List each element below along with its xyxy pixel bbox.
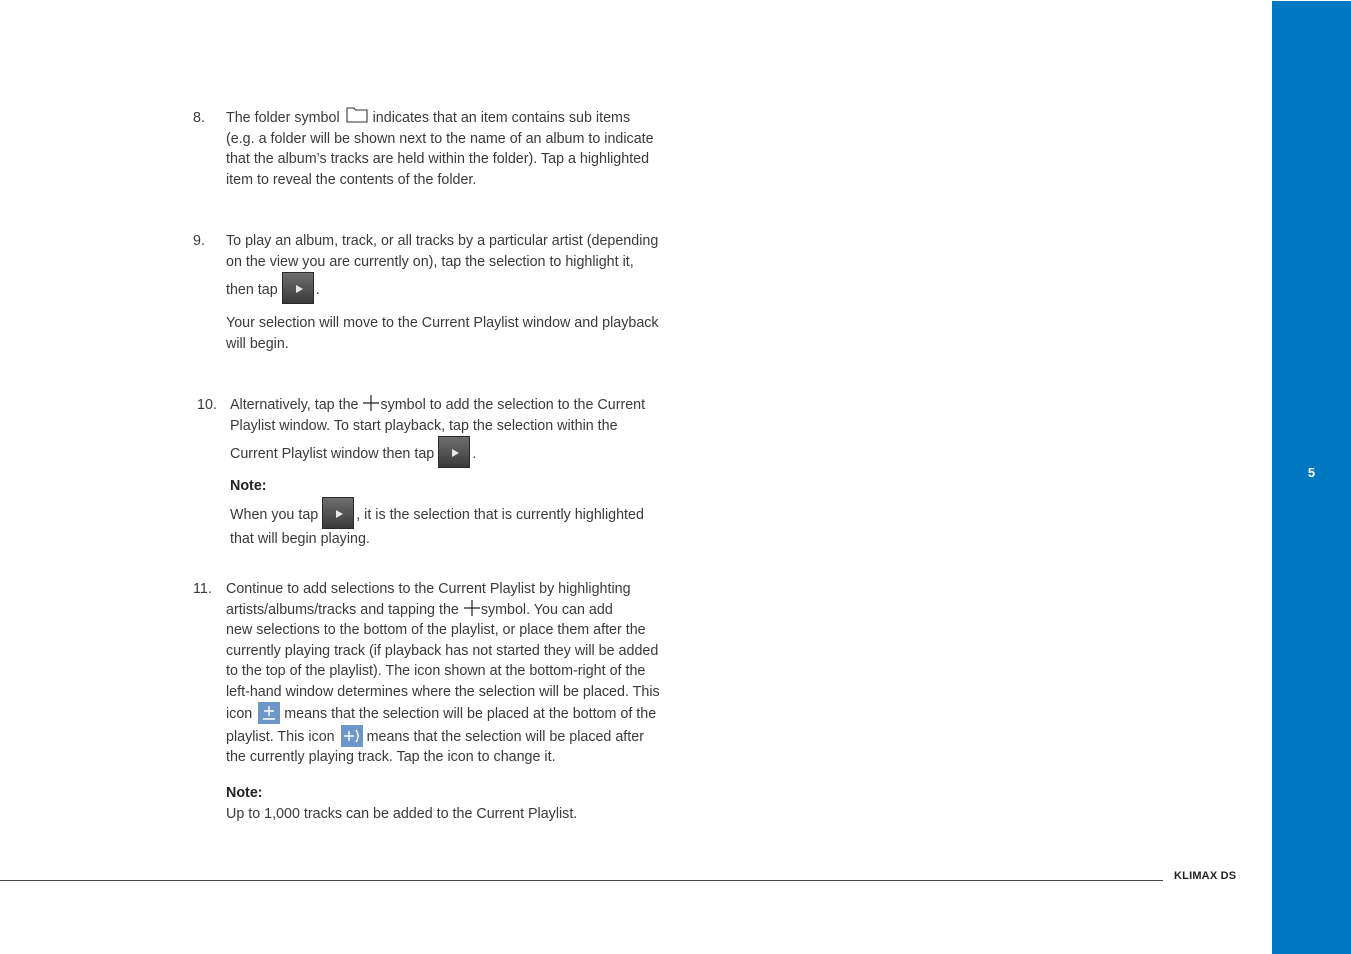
play-button-icon (282, 272, 314, 304)
page-number: 5 (1307, 465, 1316, 480)
add-to-bottom-icon (258, 702, 280, 724)
note-label: Note: (230, 478, 267, 494)
item-9-number: 9. (193, 233, 205, 249)
item-9-followup: Your selection will move to the Current Playlist window and playback will begin. (226, 315, 659, 352)
item-10-text: Alternatively, tap the symbol to add the selection to the Current Playlist window. To start playback, tap the selection within the Current Playlist window then tap . (230, 395, 645, 468)
item-10-number: 10. (197, 397, 217, 413)
play-button-icon (438, 436, 470, 468)
item-8-number: 8. (193, 110, 205, 126)
item-8-text: The folder symbol indicates that an item contains sub items (e.g. a folder will be shown next to the name of an album to indicate that the album’s tracks are held within the folder). Tap a highlighted item to reveal the contents of the folder. (226, 110, 654, 188)
item-10-note: Note: When you tap , it is the selection that is currently highlighted that will begin playing. (230, 478, 644, 547)
item-11-text: Continue to add selections to the Current Playlist by highlighting artists/albums/tracks and tapping the symbol. You can add new selections to the bottom of the playlist, or place them after the currently playing track (if playback has not started they will be added to the top of the playlist). The icon shown at the bottom-right of the left-hand window determines where the selection will be placed. This icon means that the selection will be placed at the bottom of the playlist. This icon means that the selection will be placed after the currently playing track. Tap the icon to change it. (226, 581, 660, 765)
item-11-note: Note: Up to 1,000 tracks can be added to the Current Playlist. (226, 785, 578, 822)
note-label: Note: (226, 785, 263, 801)
page-sidebar (1272, 1, 1351, 954)
footer-brand: KLIMAX DS (1174, 870, 1237, 882)
folder-icon (346, 109, 367, 123)
add-after-current-icon (341, 725, 363, 747)
footer-rule (0, 880, 1163, 881)
play-button-icon (322, 497, 354, 529)
item-9-text: To play an album, track, or all tracks by a particular artist (depending on the view you are currently on), tap the selection to highlight it, then tap . (226, 231, 658, 304)
plus-icon (464, 600, 480, 616)
item-11-number: 11. (193, 581, 212, 597)
plus-icon (363, 395, 379, 411)
